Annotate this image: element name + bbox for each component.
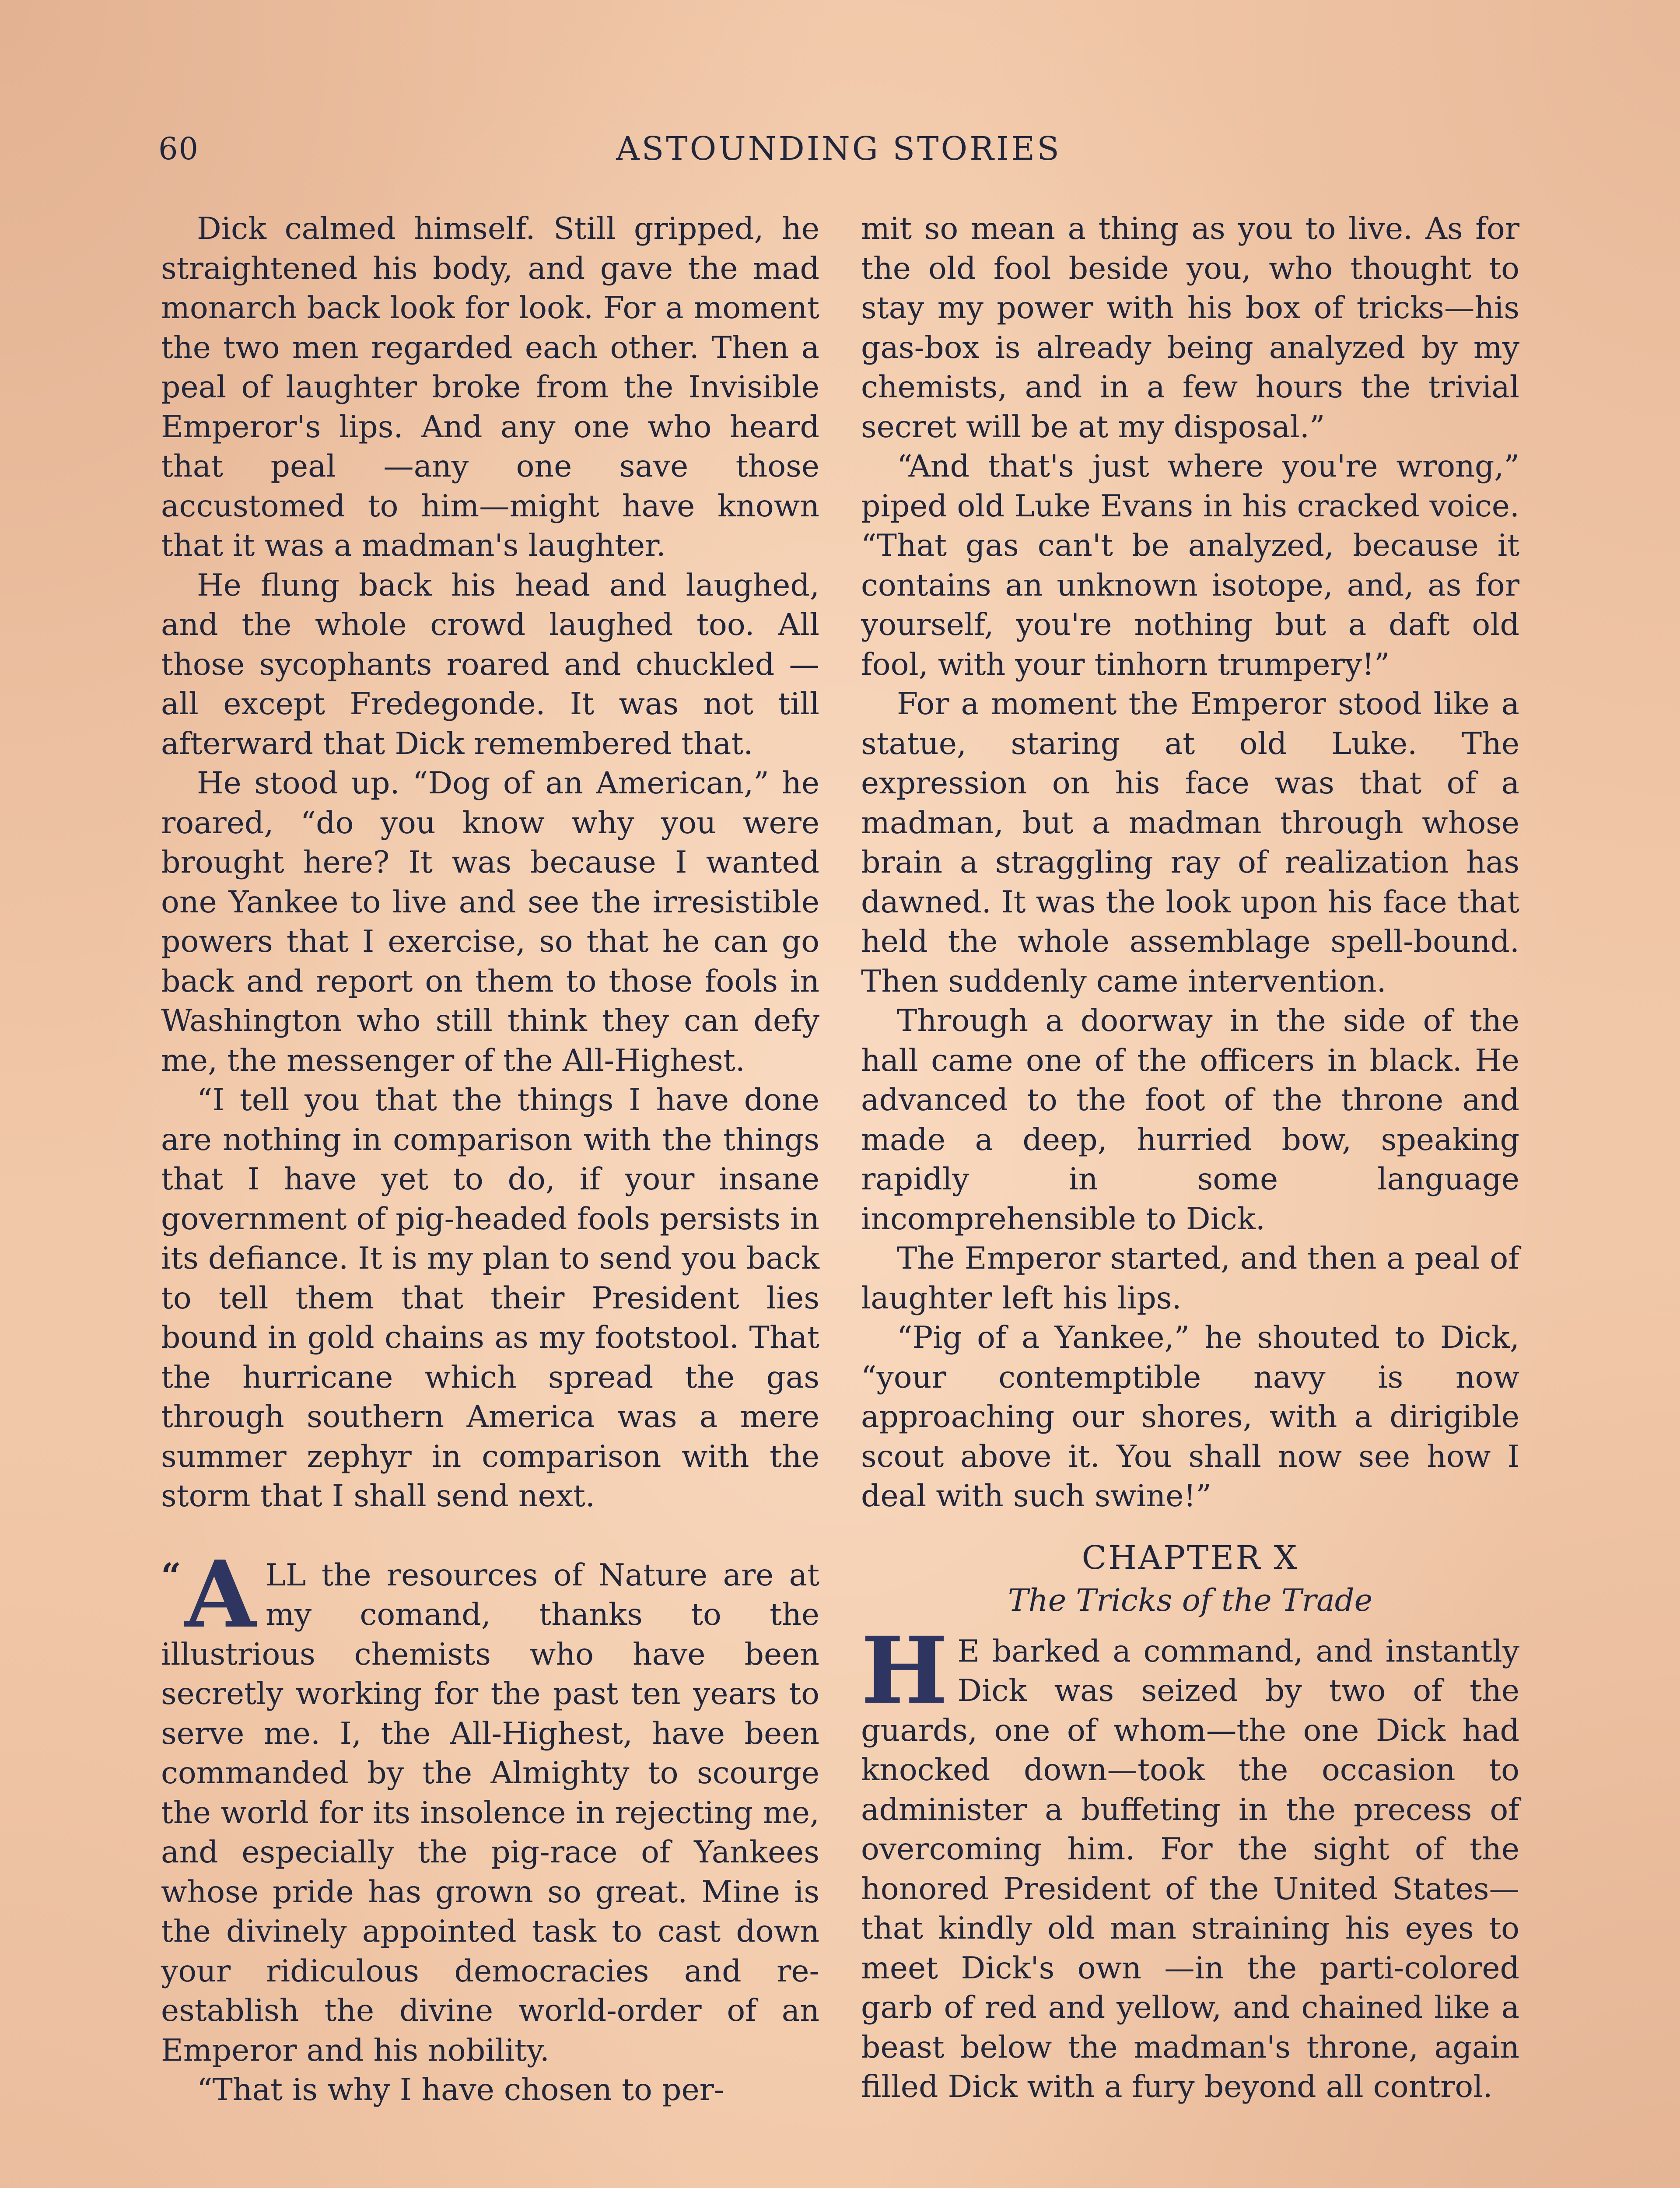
paragraph-text: barked a command, and instantly Dick was seized by two of the guards, one of whom—the one Dick had knocked down—took the occasion to administer a buffeting in the precess of overcoming him. For the sight of the honored President of the United States—that kindly old man straining his eyes to meet Dick's own —in the parti-colored garb of red and yellow, and chained like a beast below the madman's throne, again filled Dick with a fury beyond all control. (861, 1633, 1519, 2104)
paragraph: “Pig of a Yankee,” he shouted to Dick, “your contemptible navy is now approaching our shores, with a dirigible scout above it. You shall now see how I deal with such swine!” (861, 1320, 1519, 1514)
paragraph: “That is why I have chosen to per- (197, 2072, 724, 2107)
paragraph: For a moment the Emperor stood like a statue, staring at old Luke. The expression on his face was that of a madman, but a madman through whose brain a straggling ray of realization has dawned. It was the look upon his face that held the whole assemblage spell-bound. Then suddenly came intervention. (861, 686, 1519, 999)
section-break (161, 1516, 819, 1556)
running-title: ASTOUNDING STORIES (616, 130, 1061, 168)
page-number: 60 (158, 131, 200, 167)
chapter-title: CHAPTER X (1082, 1539, 1299, 1577)
paragraph: Through a doorway in the side of the hall came one of the officers in black. He advanced to the foot of the throne and made a deep, hurried bow, speaking rapidly in some language incomprehensible to Dick. (861, 1003, 1519, 1237)
continued-paragraph: mit so mean a thing as you to live. As for the old fool beside you, who thought to stay my power with his box of tricks—his gas-box is already being analyzed by my chemists, and in a few hours the trivial secret will be at my disposal.” (861, 211, 1519, 445)
drop-cap-lead: LL (265, 1557, 306, 1593)
dropcap-paragraph (861, 1616, 1519, 2107)
paragraph: The Emperor started, and then a peal of laughter left his lips. (861, 1241, 1519, 1316)
paragraph-text: the resources of Nature are at my comand, thanks to the illustrious chemists who have been secretly working for the past ten years to serve me. I, the All-Highest, have been commanded by the Almighty to scourge the world for its insolence in rejecting me, and especially the pig-race of Yankees whose pride has grown so great. Mine is the divinely appointed task to cast down your ridiculous democracies and re-establish the divine world-order of an Emperor and his nobility. (161, 1557, 819, 2068)
chapter-subtitle: The Tricks of the Trade (1008, 1582, 1373, 1618)
left-column (161, 209, 819, 2110)
drop-cap: H (861, 1616, 948, 1725)
dropcap-paragraph (161, 1540, 819, 2071)
page-header (158, 127, 1519, 175)
paragraph: “I tell you that the things I have done are nothing in comparison with the things that I have yet to do, if your insane government of pig-headed fools persists in its defiance. It is my plan to send you back to tell them that their President lies bound in gold chains as my footstool. That the hurricane which spread the gas through southern America was a mere summer zephyr in comparison with the storm that I shall send next. (161, 1082, 819, 1514)
paragraph: “And that's just where you're wrong,” piped old Luke Evans in his cracked voice. “That gas can't be analyzed, because it contains an unknown isotope, and, as for yourself, you're nothing but a daft old fool, with your tinhorn trumpery!” (861, 449, 1519, 682)
drop-cap-lead: E (957, 1633, 980, 1669)
paragraph: He stood up. “Dog of an American,” he roared, “do you know why you were brought here? It was because I wanted one Yankee to live and see the irresistible powers that I exercise, so that he can go back and report on them to those fools in Washington who still think they can defy me, the messenger of the All-Highest. (161, 765, 819, 1078)
paragraph: Dick calmed himself. Still gripped, he straightened his body, and gave the mad monarch back look for look. For a moment the two men regarded each other. Then a peal of laughter broke from the Invisible Emperor's lips. And any one who heard that peal —any one save those accustomed to him—might have known that it was a madman's laughter. (161, 211, 819, 563)
right-column (861, 209, 1519, 2107)
drop-cap: A (185, 1540, 256, 1648)
paragraph: He flung back his head and laughed, and the whole crowd laughed too. All those sycophants roared and chuckled —all except Fredegonde. It was not till afterward that Dick remembered that. (161, 567, 819, 761)
open-quote-mark: “ (161, 1555, 182, 1596)
